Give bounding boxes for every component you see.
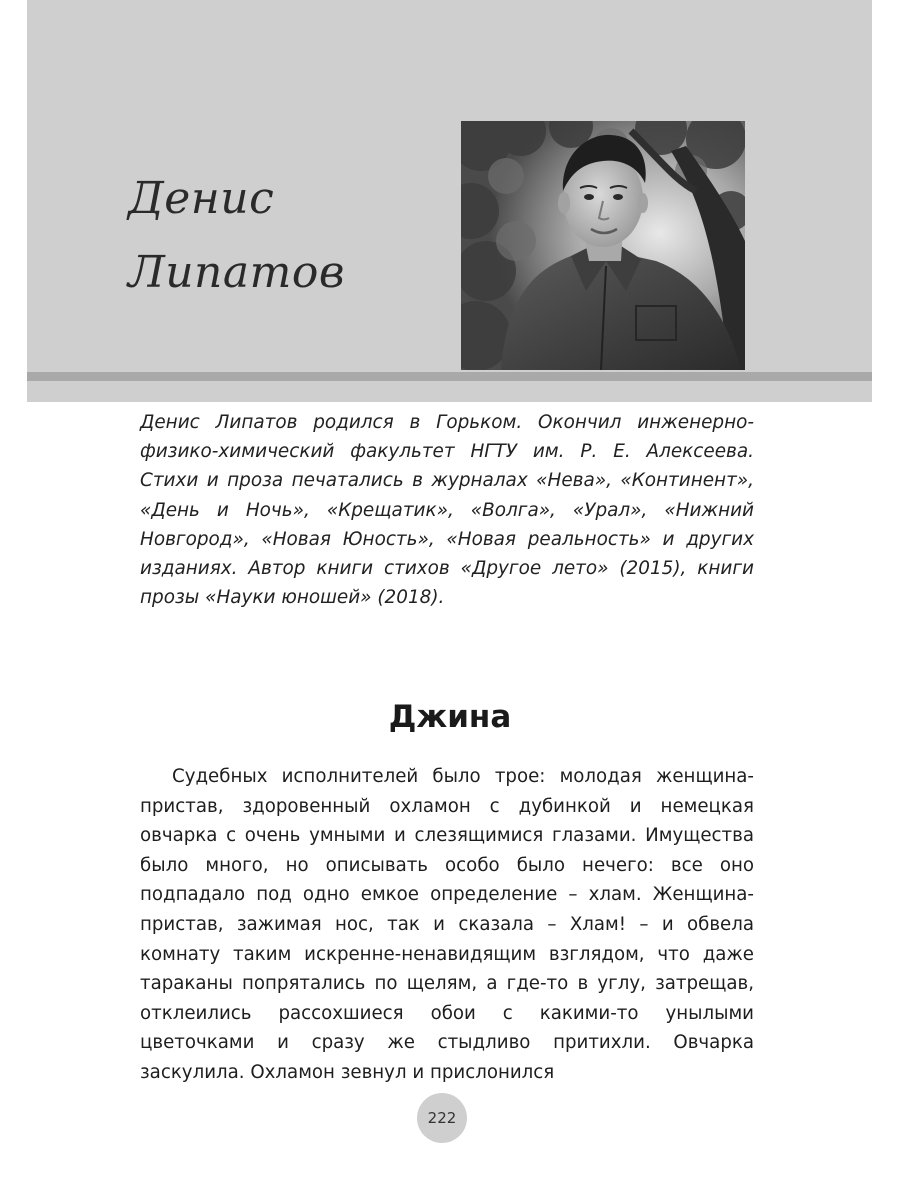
author-name bbox=[128, 162, 345, 310]
story-text: Судебных исполнителей было трое: молодая женщина-пристав, здоровенный охламон с дубинкой и немецкая овчарка с очень умными и слезящимися глазами. Имущества было много, но описывать особо было нечего: все оно подпадало под одно емкое определение – хлам. Женщина-пристав, зажимая нос, так и сказала – Хлам! – и обвела комнату таким искренне-ненавидящим взглядом, что даже тараканы попрятались по щелям, а где-то в углу, затрещав, отклеились рассохшиеся обои с какими-то унылыми цветочками и сразу же стыдливо притихли. Овчарка заскулила. Охламон зевнул и прислонился bbox=[140, 766, 754, 1083]
author-portrait-icon bbox=[461, 121, 745, 370]
author-last-name: Липатов bbox=[128, 247, 345, 298]
page-number: 222 bbox=[417, 1093, 467, 1143]
author-bio: Денис Липатов родился в Горьком. Окончил инженерно-физико-химический факультет НГТУ им. Р. Е. Алексеева. Стихи и проза печатались в журналах «Нева», «Континент», «День и Ночь», «Крещатик», «Волга», «Урал», «Нижний Новгород», «Новая Юность», «Новая реальность» и других изданиях. Автор книги стихов «Другое лето» (2015), книги прозы «Науки юношей» (2018). bbox=[140, 412, 754, 609]
author-photo bbox=[461, 121, 745, 370]
header-divider bbox=[27, 372, 872, 381]
story-title: Джина bbox=[388, 699, 512, 735]
author-first-name: Денис bbox=[128, 173, 275, 224]
